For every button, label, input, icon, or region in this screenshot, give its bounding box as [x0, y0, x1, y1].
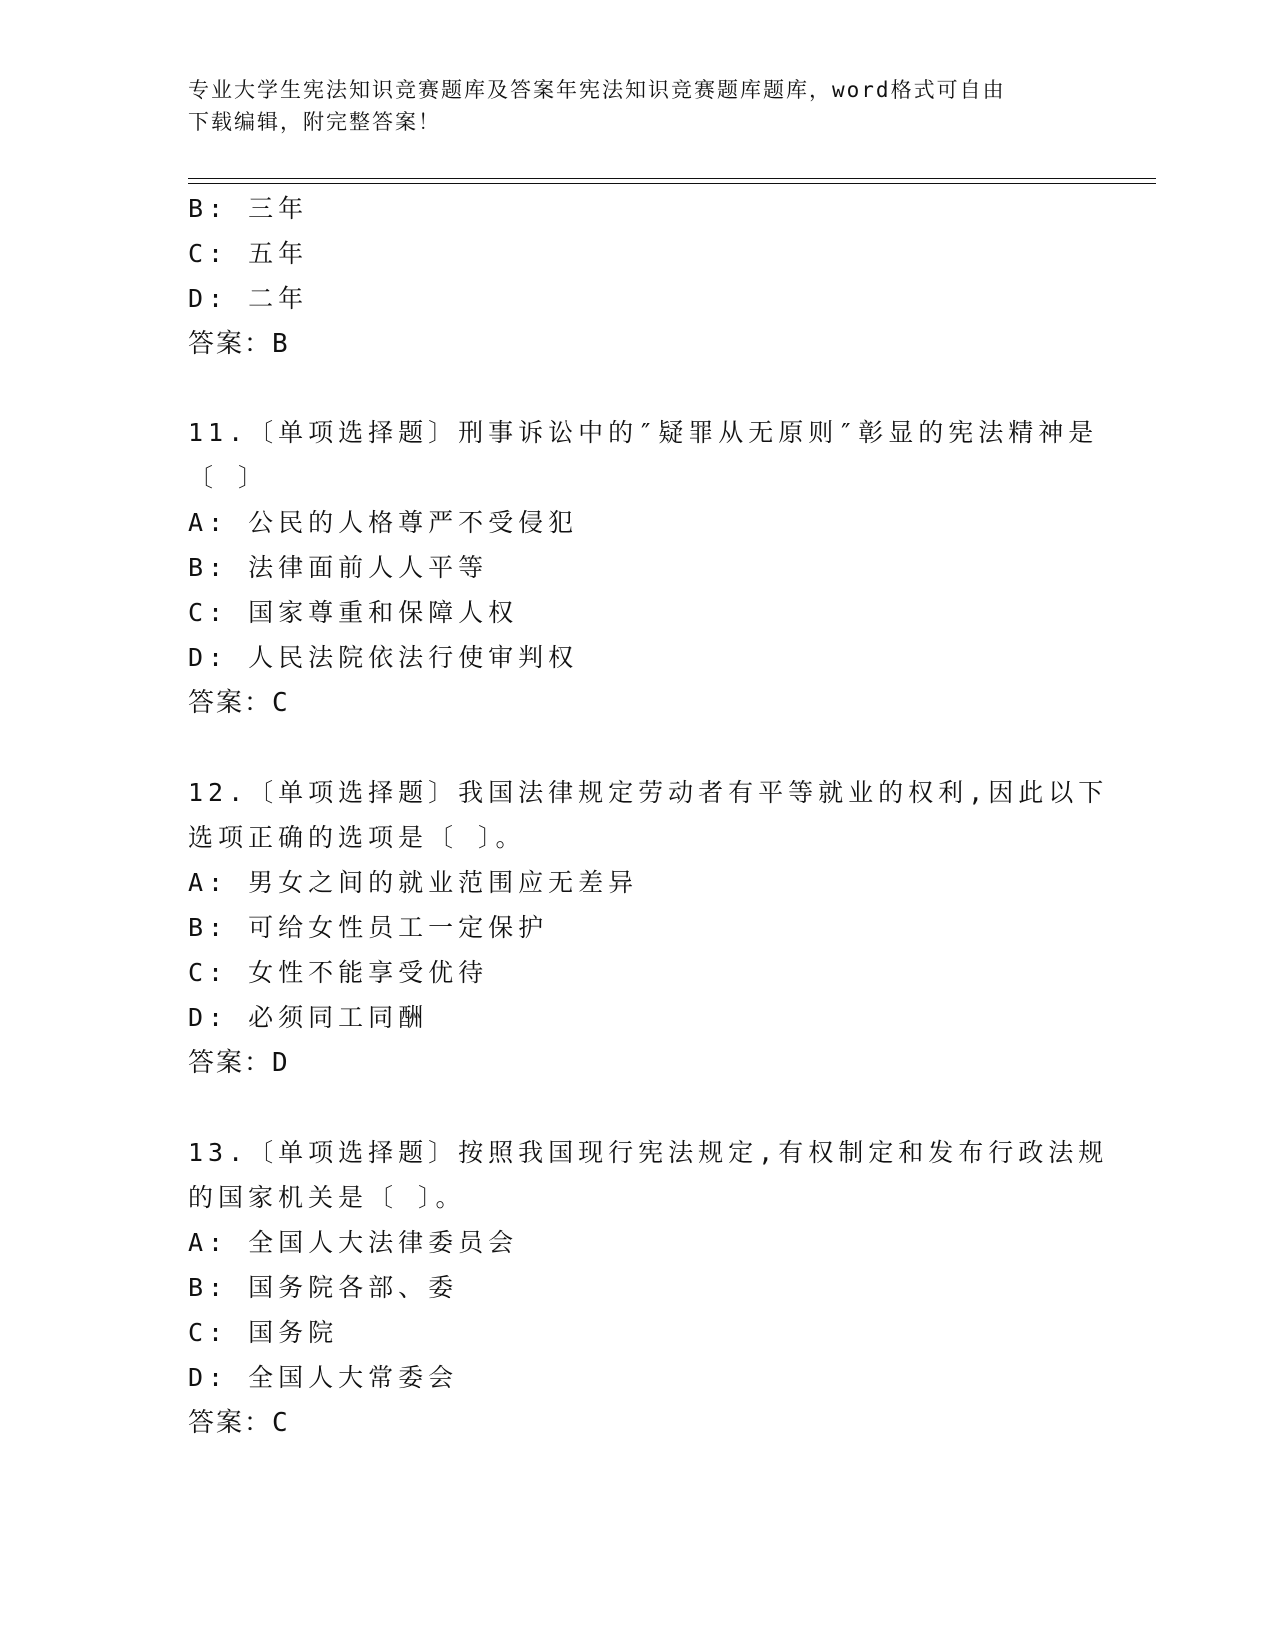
q11-answer: 答案：C — [188, 688, 290, 718]
prev-option-c: C: 五年 — [188, 239, 309, 268]
q13-option-b: B: 国务院各部、委 — [188, 1273, 459, 1302]
q11-stem-line-2: 〔 〕 — [188, 463, 269, 492]
q12-option-c: C: 女性不能享受优待 — [188, 958, 489, 987]
document-header — [188, 74, 1088, 138]
header-divider-bottom — [188, 183, 1156, 184]
q13-option-a: A: 全国人大法律委员会 — [188, 1228, 519, 1257]
q11-option-d: D: 人民法院依法行使审判权 — [188, 643, 579, 672]
q11-option-b: B: 法律面前人人平等 — [188, 553, 489, 582]
q12-stem-line-2: 选项正确的选项是〔 〕。 — [188, 823, 526, 852]
header-divider-top — [188, 178, 1156, 179]
q11-option-c: C: 国家尊重和保障人权 — [188, 598, 519, 627]
q12-answer: 答案：D — [188, 1048, 290, 1078]
prev-option-b: B: 三年 — [188, 194, 309, 223]
prev-option-d: D: 二年 — [188, 284, 309, 313]
q13-stem-line-2: 的国家机关是〔 〕。 — [188, 1183, 466, 1212]
q12-option-d: D: 必须同工同酬 — [188, 1003, 429, 1032]
q13-option-d: D: 全国人大常委会 — [188, 1363, 459, 1392]
q11-option-a: A: 公民的人格尊严不受侵犯 — [188, 508, 579, 537]
q13-option-c: C: 国务院 — [188, 1318, 339, 1347]
q12-option-a: A: 男女之间的就业范围应无差异 — [188, 868, 639, 897]
q12-stem-line-1: 12.〔单项选择题〕我国法律规定劳动者有平等就业的权利,因此以下 — [188, 778, 1109, 807]
header-line-1: 专业大学生宪法知识竞赛题库及答案年宪法知识竞赛题库题库，word格式可自由 — [188, 78, 1006, 102]
q13-stem-line-1: 13.〔单项选择题〕按照我国现行宪法规定,有权制定和发布行政法规 — [188, 1138, 1109, 1167]
prev-answer: 答案：B — [188, 329, 290, 359]
q12-option-b: B: 可给女性员工一定保护 — [188, 913, 549, 942]
q13-answer: 答案：C — [188, 1408, 290, 1438]
q11-stem-line-1: 11.〔单项选择题〕刑事诉讼中的″疑罪从无原则″彰显的宪法精神是 — [188, 418, 1099, 447]
header-line-2: 下载编辑，附完整答案！ — [188, 110, 441, 134]
